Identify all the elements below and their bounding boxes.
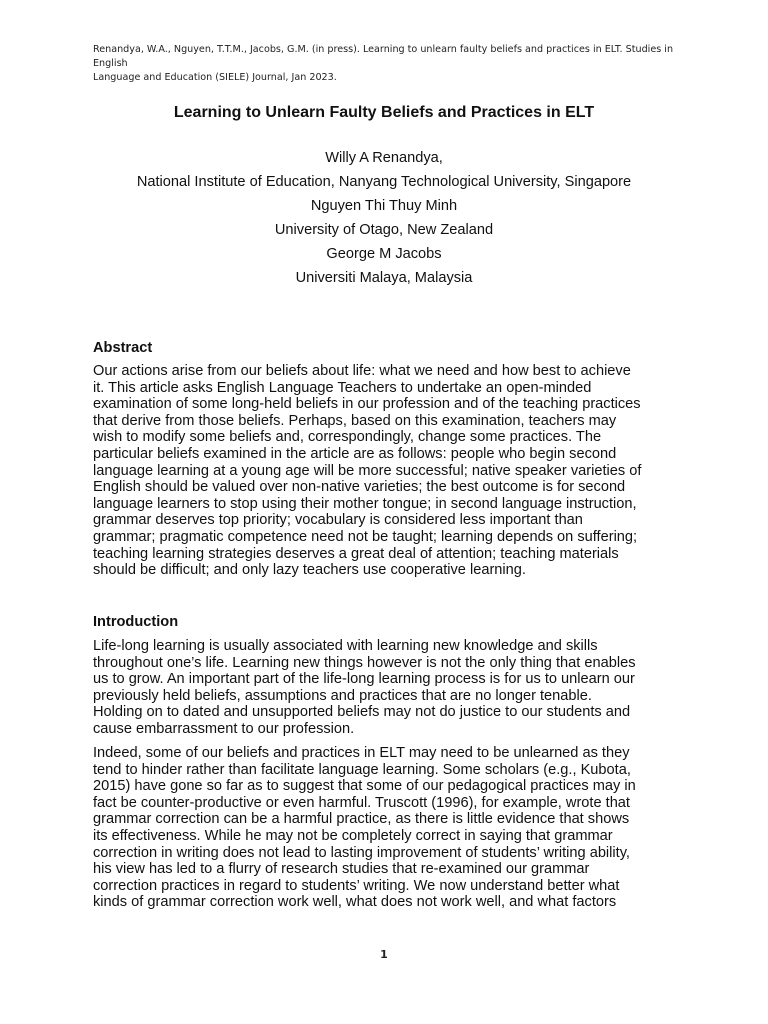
text-line: wish to modify some beliefs and, correspondingly, change some practices. The bbox=[93, 429, 602, 446]
text-line: examination of some long-held beliefs in our profession and of the teaching practices bbox=[93, 396, 641, 413]
text-line: grammar correction can be a harmful practice, as there is little evidence that shows bbox=[93, 811, 630, 828]
introduction-paragraph-1 bbox=[93, 638, 693, 738]
text-line: teaching learning strategies deserves a great deal of attention; teaching materials bbox=[93, 545, 619, 562]
text-line: its effectiveness. While he may not be completely correct in saying that grammar bbox=[93, 827, 613, 844]
paper-title: Learning to Unlearn Faulty Beliefs and Practices in ELT bbox=[173, 104, 595, 121]
text-line: correction practices in regard to students’ writing. We now understand better what bbox=[93, 877, 620, 894]
text-line: grammar; pragmatic competence need not be taught; learning depends on suffering; bbox=[93, 528, 638, 545]
author-name: George M Jacobs bbox=[326, 246, 442, 262]
text-line: previously held beliefs, assumptions and practices that are no longer tenable. bbox=[93, 687, 592, 704]
introduction-heading: Introduction bbox=[93, 614, 179, 630]
text-line: correction in writing does not lead to lasting improvement of students’ writing ability, bbox=[93, 844, 630, 861]
text-line: kinds of grammar correction work well, what does not work well, and what factors bbox=[93, 894, 617, 911]
text-line: Our actions arise from our beliefs about life: what we need and how best to achieve bbox=[93, 363, 631, 379]
author-name: Nguyen Thi Thuy Minh bbox=[310, 198, 458, 214]
citation-line-2: Language and Education (SIELE) Journal, Jan 2023. bbox=[93, 72, 337, 83]
text-line: Holding on to dated and unsupported beliefs may not do justice to our students and bbox=[93, 704, 631, 721]
introduction-paragraph-2 bbox=[93, 745, 693, 911]
text-line: 2015) have gone so far as to suggest that some of our pedagogical practices may in bbox=[93, 778, 636, 795]
author-affiliation: National Institute of Education, Nanyang Technological University, Singapore bbox=[136, 174, 632, 190]
text-line: it. This article asks English Language Teachers to undertake an open-minded bbox=[93, 379, 592, 396]
text-line: cause embarrassment to our profession. bbox=[93, 720, 355, 737]
text-line: Indeed, some of our beliefs and practices in ELT may need to be unlearned as they bbox=[93, 745, 630, 761]
text-line: grammar deserves top priority; vocabulary is considered less important than bbox=[93, 512, 583, 529]
text-line: language learners to stop using their mother tongue; in second language instruction, bbox=[93, 495, 637, 512]
page-number: 1 bbox=[380, 948, 388, 961]
author-affiliation: Universiti Malaya, Malaysia bbox=[295, 270, 473, 286]
text-line: tend to hinder rather than facilitate language learning. Some scholars (e.g., Kubota, bbox=[93, 761, 631, 778]
text-line: particular beliefs examined in the article are as follows: people who begin second bbox=[93, 445, 617, 462]
author-block bbox=[0, 146, 768, 290]
text-line: language learning at a young age will be more successful; native speaker varieties of bbox=[93, 462, 642, 479]
text-line: his view has led to a flurry of research studies that re-examined our grammar bbox=[93, 861, 590, 878]
citation-header bbox=[93, 43, 693, 85]
author-name: Willy A Renandya, bbox=[325, 150, 443, 166]
text-line: Life-long learning is usually associated with learning new knowledge and skills bbox=[93, 638, 598, 654]
author-affiliation: University of Otago, New Zealand bbox=[274, 222, 494, 238]
text-line: that derive from those beliefs. Perhaps, based on this examination, teachers may bbox=[93, 412, 617, 429]
text-line: should be difficult; and only lazy teachers use cooperative learning. bbox=[93, 562, 526, 579]
citation-line-1: Renandya, W.A., Nguyen, T.T.M., Jacobs, G.M. (in press). Learning to unlearn faulty beliefs and practices in ELT. Studies in English bbox=[93, 44, 674, 69]
text-line: English should be valued over non-native varieties; the best outcome is for second bbox=[93, 479, 626, 496]
abstract-paragraph bbox=[93, 363, 693, 579]
text-line: fact be counter-productive or even harmful. Truscott (1996), for example, wrote that bbox=[93, 794, 630, 811]
text-line: us to grow. An important part of the life-long learning process is for us to unlearn our bbox=[93, 671, 635, 688]
abstract-heading: Abstract bbox=[93, 340, 153, 356]
text-line: throughout one’s life. Learning new things however is not the only thing that enables bbox=[93, 654, 636, 671]
